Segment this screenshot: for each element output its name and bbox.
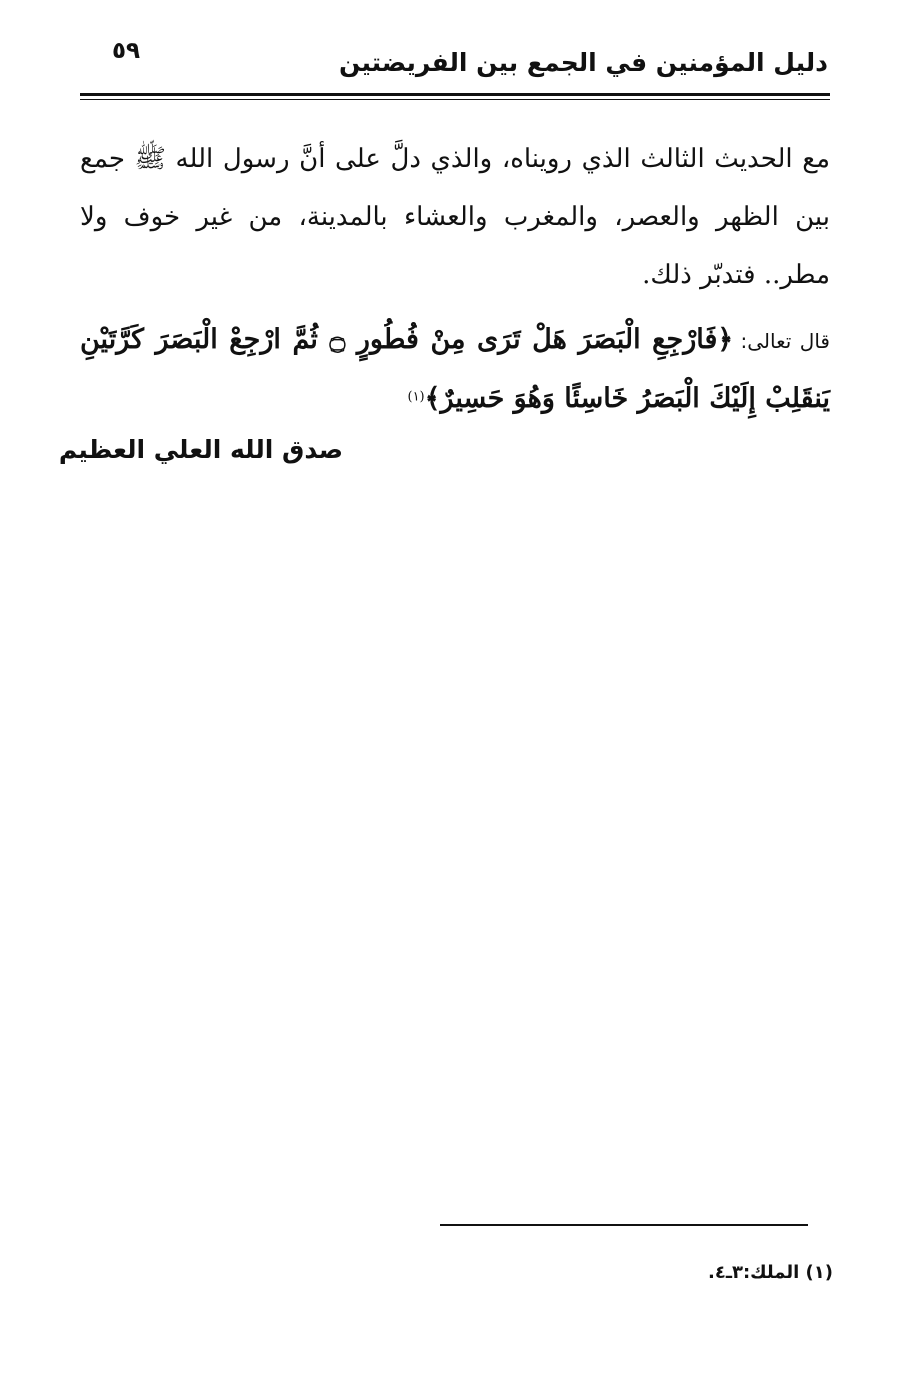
- page-number: ٥٩: [112, 38, 141, 64]
- closing-phrase: صدق الله العلي العظيم: [58, 435, 343, 464]
- quran-verse-paragraph: [80, 312, 830, 430]
- footnote-reference: (١): [407, 389, 425, 405]
- verse-text: ﴿فَارْجِعِ الْبَصَرَ هَلْ تَرَى مِنْ فُطُورٍ ۝ ثُمَّ ارْجِعْ الْبَصَرَ كَرَّتَيْنِ يَنقَلِبْ إِلَيْكَ الْبَصَرُ خَاسِئًا وَهُوَ حَسِيرٌ﴾: [80, 324, 830, 414]
- header-rule-thin: [80, 99, 830, 100]
- footnote: (١) الملك:٣ـ٤.: [707, 1262, 833, 1283]
- header-rule-thick: [80, 93, 830, 96]
- footnote-separator: [440, 1224, 808, 1226]
- body-paragraph-block: [80, 130, 830, 304]
- verse-intro: قال تعالى:: [740, 329, 830, 353]
- body-paragraph: مع الحديث الثالث الذي رويناه، والذي دلَّ على أنَّ رسول الله ﷺ جمع بين الظهر والعصر، والمغرب والعشاء بالمدينة، من غير خوف ولا مطر.. فتدبّر ذلك.: [80, 144, 830, 290]
- running-header: [80, 36, 830, 92]
- book-title: دليل المؤمنين في الجمع بين الفريضتين: [338, 48, 828, 77]
